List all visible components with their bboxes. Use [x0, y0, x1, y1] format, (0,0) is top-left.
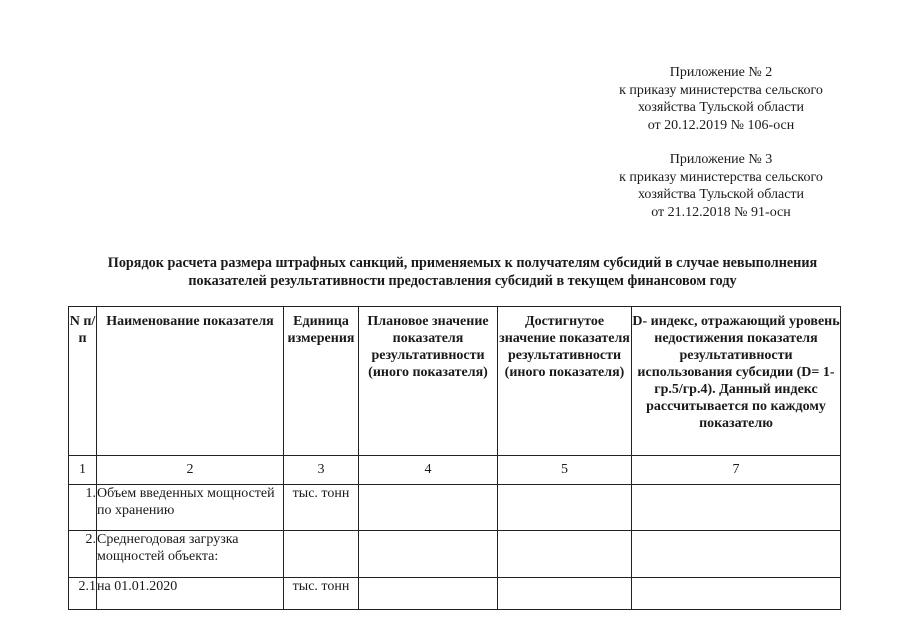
row-achieved-value — [498, 578, 632, 610]
sanctions-table — [68, 306, 841, 610]
document-title-line: показателей результативности предоставления субсидий в текущем финансовом году — [188, 272, 737, 289]
appendix-line: хозяйства Тульской области — [637, 187, 805, 202]
document-title-line: Порядок расчета размера штрафных санкций, применяемых к получателям субсидий в случае невыполнения — [107, 255, 818, 271]
column-number: 1 — [69, 456, 97, 485]
row-d-index — [632, 578, 841, 610]
row-achieved-value — [498, 485, 632, 531]
appendix-block-2 — [561, 64, 881, 134]
appendix-title: Приложение № 2 — [669, 65, 773, 80]
column-number-row — [69, 456, 841, 485]
appendix-line: хозяйства Тульской области — [637, 100, 805, 115]
appendix-line: к приказу министерства сельского — [619, 82, 823, 98]
row-unit — [284, 531, 359, 578]
row-number: 2. — [69, 531, 97, 578]
column-number: 3 — [284, 456, 359, 485]
row-number: 2.1 — [69, 578, 97, 610]
header-unit: Единица измерения — [284, 307, 359, 456]
header-d-index: D- индекс, отражающий уровень недостижения показателя результативности использования субсидии (D= 1-гр.5/гр.4). Данный индекс рассчитывается по каждому показателю — [632, 307, 841, 456]
row-planned-value — [359, 531, 498, 578]
row-name: Объем введенных мощностей по хранению — [97, 485, 284, 531]
column-number: 2 — [97, 456, 284, 485]
row-number: 1. — [69, 485, 97, 531]
table-row — [69, 485, 841, 531]
document-title — [40, 255, 885, 290]
row-name: Среднегодовая загрузка мощностей объекта: — [97, 531, 284, 578]
column-number: 5 — [498, 456, 632, 485]
row-achieved-value — [498, 531, 632, 578]
row-d-index — [632, 485, 841, 531]
appendix-date: от 20.12.2019 № 106-осн — [647, 117, 795, 133]
appendix-block-3 — [561, 151, 881, 221]
row-name: на 01.01.2020 — [97, 578, 284, 610]
header-achieved: Достигнутое значение показателя результативности (иного показателя) — [498, 307, 632, 456]
row-d-index — [632, 531, 841, 578]
column-number: 7 — [632, 456, 841, 485]
header-number: N п/п — [69, 307, 97, 456]
appendix-title: Приложение № 3 — [669, 152, 773, 167]
table-row — [69, 531, 841, 578]
header-name: Наименование показателя — [97, 307, 284, 456]
row-planned-value — [359, 578, 498, 610]
row-planned-value — [359, 485, 498, 531]
header-planned: Плановое значение показателя результативности (иного показателя) — [359, 307, 498, 456]
appendix-date: от 21.12.2018 № 91-осн — [651, 204, 791, 220]
row-unit: тыс. тонн — [284, 578, 359, 610]
appendix-line: к приказу министерства сельского — [619, 169, 823, 185]
table-header-row — [69, 307, 841, 456]
row-unit: тыс. тонн — [284, 485, 359, 531]
column-number: 4 — [359, 456, 498, 485]
table-row — [69, 578, 841, 610]
